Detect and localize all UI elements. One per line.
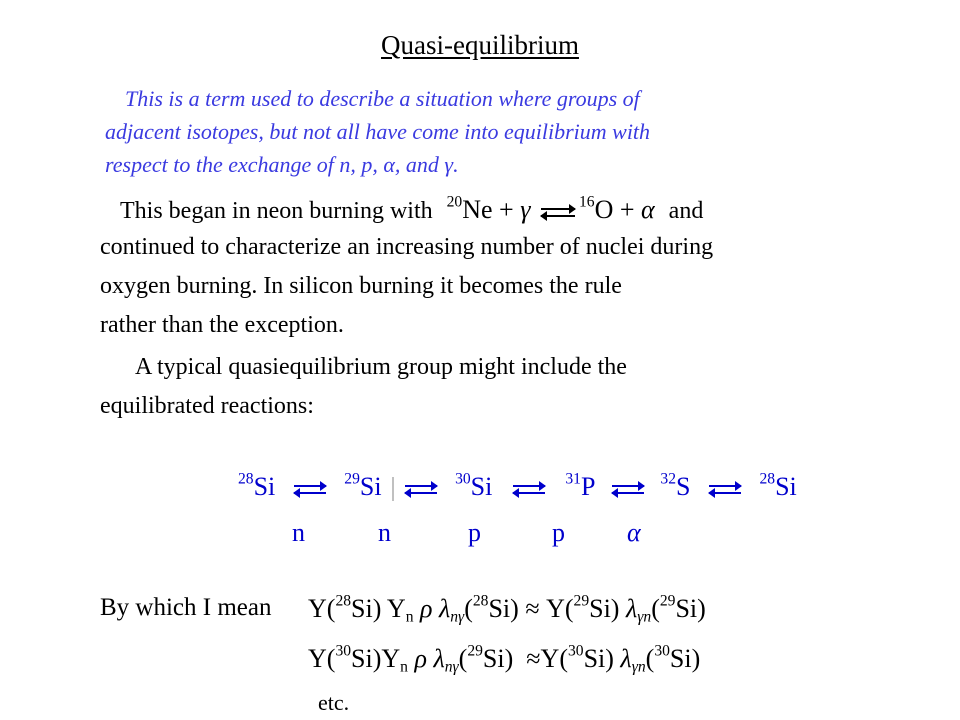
body-line-5: A typical quasiequilibrium group might include the bbox=[135, 354, 627, 380]
nucleus-si-28-end: $^{28}$Si bbox=[759, 470, 797, 501]
intro-line-3: respect to the exchange of n, p, α, and γ. bbox=[105, 152, 459, 177]
neon-reaction bbox=[447, 195, 655, 225]
nucleus-p-31: $^{31}$P bbox=[565, 470, 596, 501]
nucleus-si-29: $^{29}$Si bbox=[344, 470, 382, 501]
equilibrium-arrow-icon bbox=[541, 202, 575, 222]
body-line-4: rather than the exception. bbox=[100, 312, 344, 338]
equilibrium-arrow-icon bbox=[612, 479, 644, 499]
plus-sign: + bbox=[619, 195, 635, 224]
ne-mass: 20 bbox=[446, 193, 463, 211]
body-line-1 bbox=[120, 195, 703, 225]
body-line-6: equilibrated reactions: bbox=[100, 393, 314, 419]
equilibrium-arrow-icon bbox=[294, 479, 326, 499]
equation-1: Y($^{28}$Si) $Y_n$ ρ $\lambda_{n\gamma}(^{28}Si) \approx Y(^{29}Si)$ $\lambda_{\gamma n}(^{29}Si)$ bbox=[308, 592, 706, 626]
page-title: Quasi-equilibrium bbox=[381, 30, 579, 60]
isotope-chain bbox=[238, 472, 797, 502]
particle-p-1: p bbox=[468, 518, 481, 547]
particle-n-1: n bbox=[292, 518, 305, 547]
nucleus-si-28: $^{28}$Si bbox=[238, 470, 276, 501]
plus-sign: + bbox=[499, 195, 514, 224]
nucleus-s-32: $^{32}$S bbox=[660, 470, 691, 501]
body-line-1-suffix: and bbox=[668, 198, 704, 224]
equilibrium-arrow-icon bbox=[513, 479, 545, 499]
equilibrium-arrow-icon bbox=[405, 479, 437, 499]
equilibrium-arrow-icon bbox=[709, 479, 741, 499]
alpha-symbol: α bbox=[641, 195, 655, 224]
particle-p-2: p bbox=[552, 518, 565, 547]
body-line-3: oxygen burning. In silicon burning it becomes the rule bbox=[100, 273, 622, 299]
nucleus-si-30: $^{30}$Si bbox=[455, 470, 493, 501]
etc-label: etc. bbox=[318, 690, 350, 715]
ne-symbol: Ne bbox=[462, 195, 493, 224]
intro-paragraph bbox=[105, 82, 825, 181]
particle-alpha: α bbox=[627, 518, 641, 547]
intro-line-2: adjacent isotopes, but not all have come into equilibrium with bbox=[105, 119, 651, 144]
equation-2: $Y(^{30}Si)Y_n$ ρ $\lambda_{n\gamma}(^{29}Si) \approx Y(^{30}Si)$ $\lambda_{\gamma n}(^{30}Si)$ bbox=[308, 642, 701, 676]
meaning-label: By which I mean bbox=[100, 594, 272, 621]
separator bbox=[392, 477, 394, 501]
particle-n-2: n bbox=[378, 518, 391, 547]
intro-line-1: This is a term used to describe a situation where groups of bbox=[125, 86, 640, 111]
o-symbol: O bbox=[594, 195, 614, 224]
o-mass: 16 bbox=[578, 193, 595, 211]
gamma-symbol: γ bbox=[520, 195, 531, 224]
body-line-2: continued to characterize an increasing number of nuclei during bbox=[100, 234, 714, 260]
body-line-1-prefix: This began in neon burning with bbox=[120, 198, 433, 224]
